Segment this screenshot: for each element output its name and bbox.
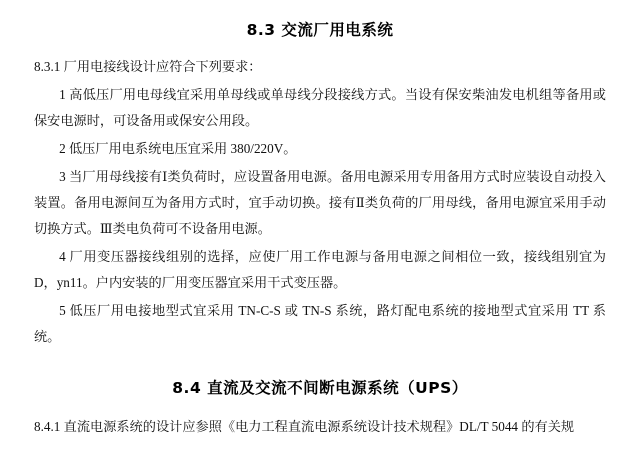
item-8-3-1-5: 5 低压厂用电接地型式宜采用 TN-C-S 或 TN-S 系统，路灯配电系统的接地型式宜采用 TT 系统。 bbox=[34, 303, 606, 344]
clause-8-4-1: 8.4.1 直流电源系统的设计应参照《电力工程直流电源系统设计技术规程》DL/T 5044 的有关规 bbox=[34, 419, 575, 434]
item-8-3-1-1: 1 高低压厂用电母线宜采用单母线或单母线分段接线方式。当设有保安柴油发电机组等备用或保安电源时，可设备用或保安公用段。 bbox=[34, 87, 606, 128]
clause-8-3-1: 8.3.1 厂用电接线设计应符合下列要求： bbox=[34, 59, 262, 74]
item-8-3-1-4: 4 厂用变压器接线组别的选择，应使厂用工作电源与备用电源之间相位一致，接线组别宜为 D，yn11。户内安装的厂用变压器宜采用干式变压器。 bbox=[34, 249, 606, 290]
section-heading-8-3: 8.3 交流厂用电系统 bbox=[246, 21, 394, 39]
item-8-3-1-2: 2 低压厂用电系统电压宜采用 380/220V。 bbox=[59, 141, 297, 156]
section-heading-8-4: 8.4 直流及交流不间断电源系统（UPS） bbox=[172, 379, 468, 397]
item-8-3-1-3: 3 当厂用母线接有Ⅰ类负荷时，应设置备用电源。备用电源采用专用备用方式时应装设自动投入装置。备用电源间互为备用方式时，宜手动切换。接有Ⅱ类负荷的厂用母线，备用电源宜采用手动切换方式。Ⅲ类电负荷可不设备用电源。 bbox=[34, 169, 606, 236]
